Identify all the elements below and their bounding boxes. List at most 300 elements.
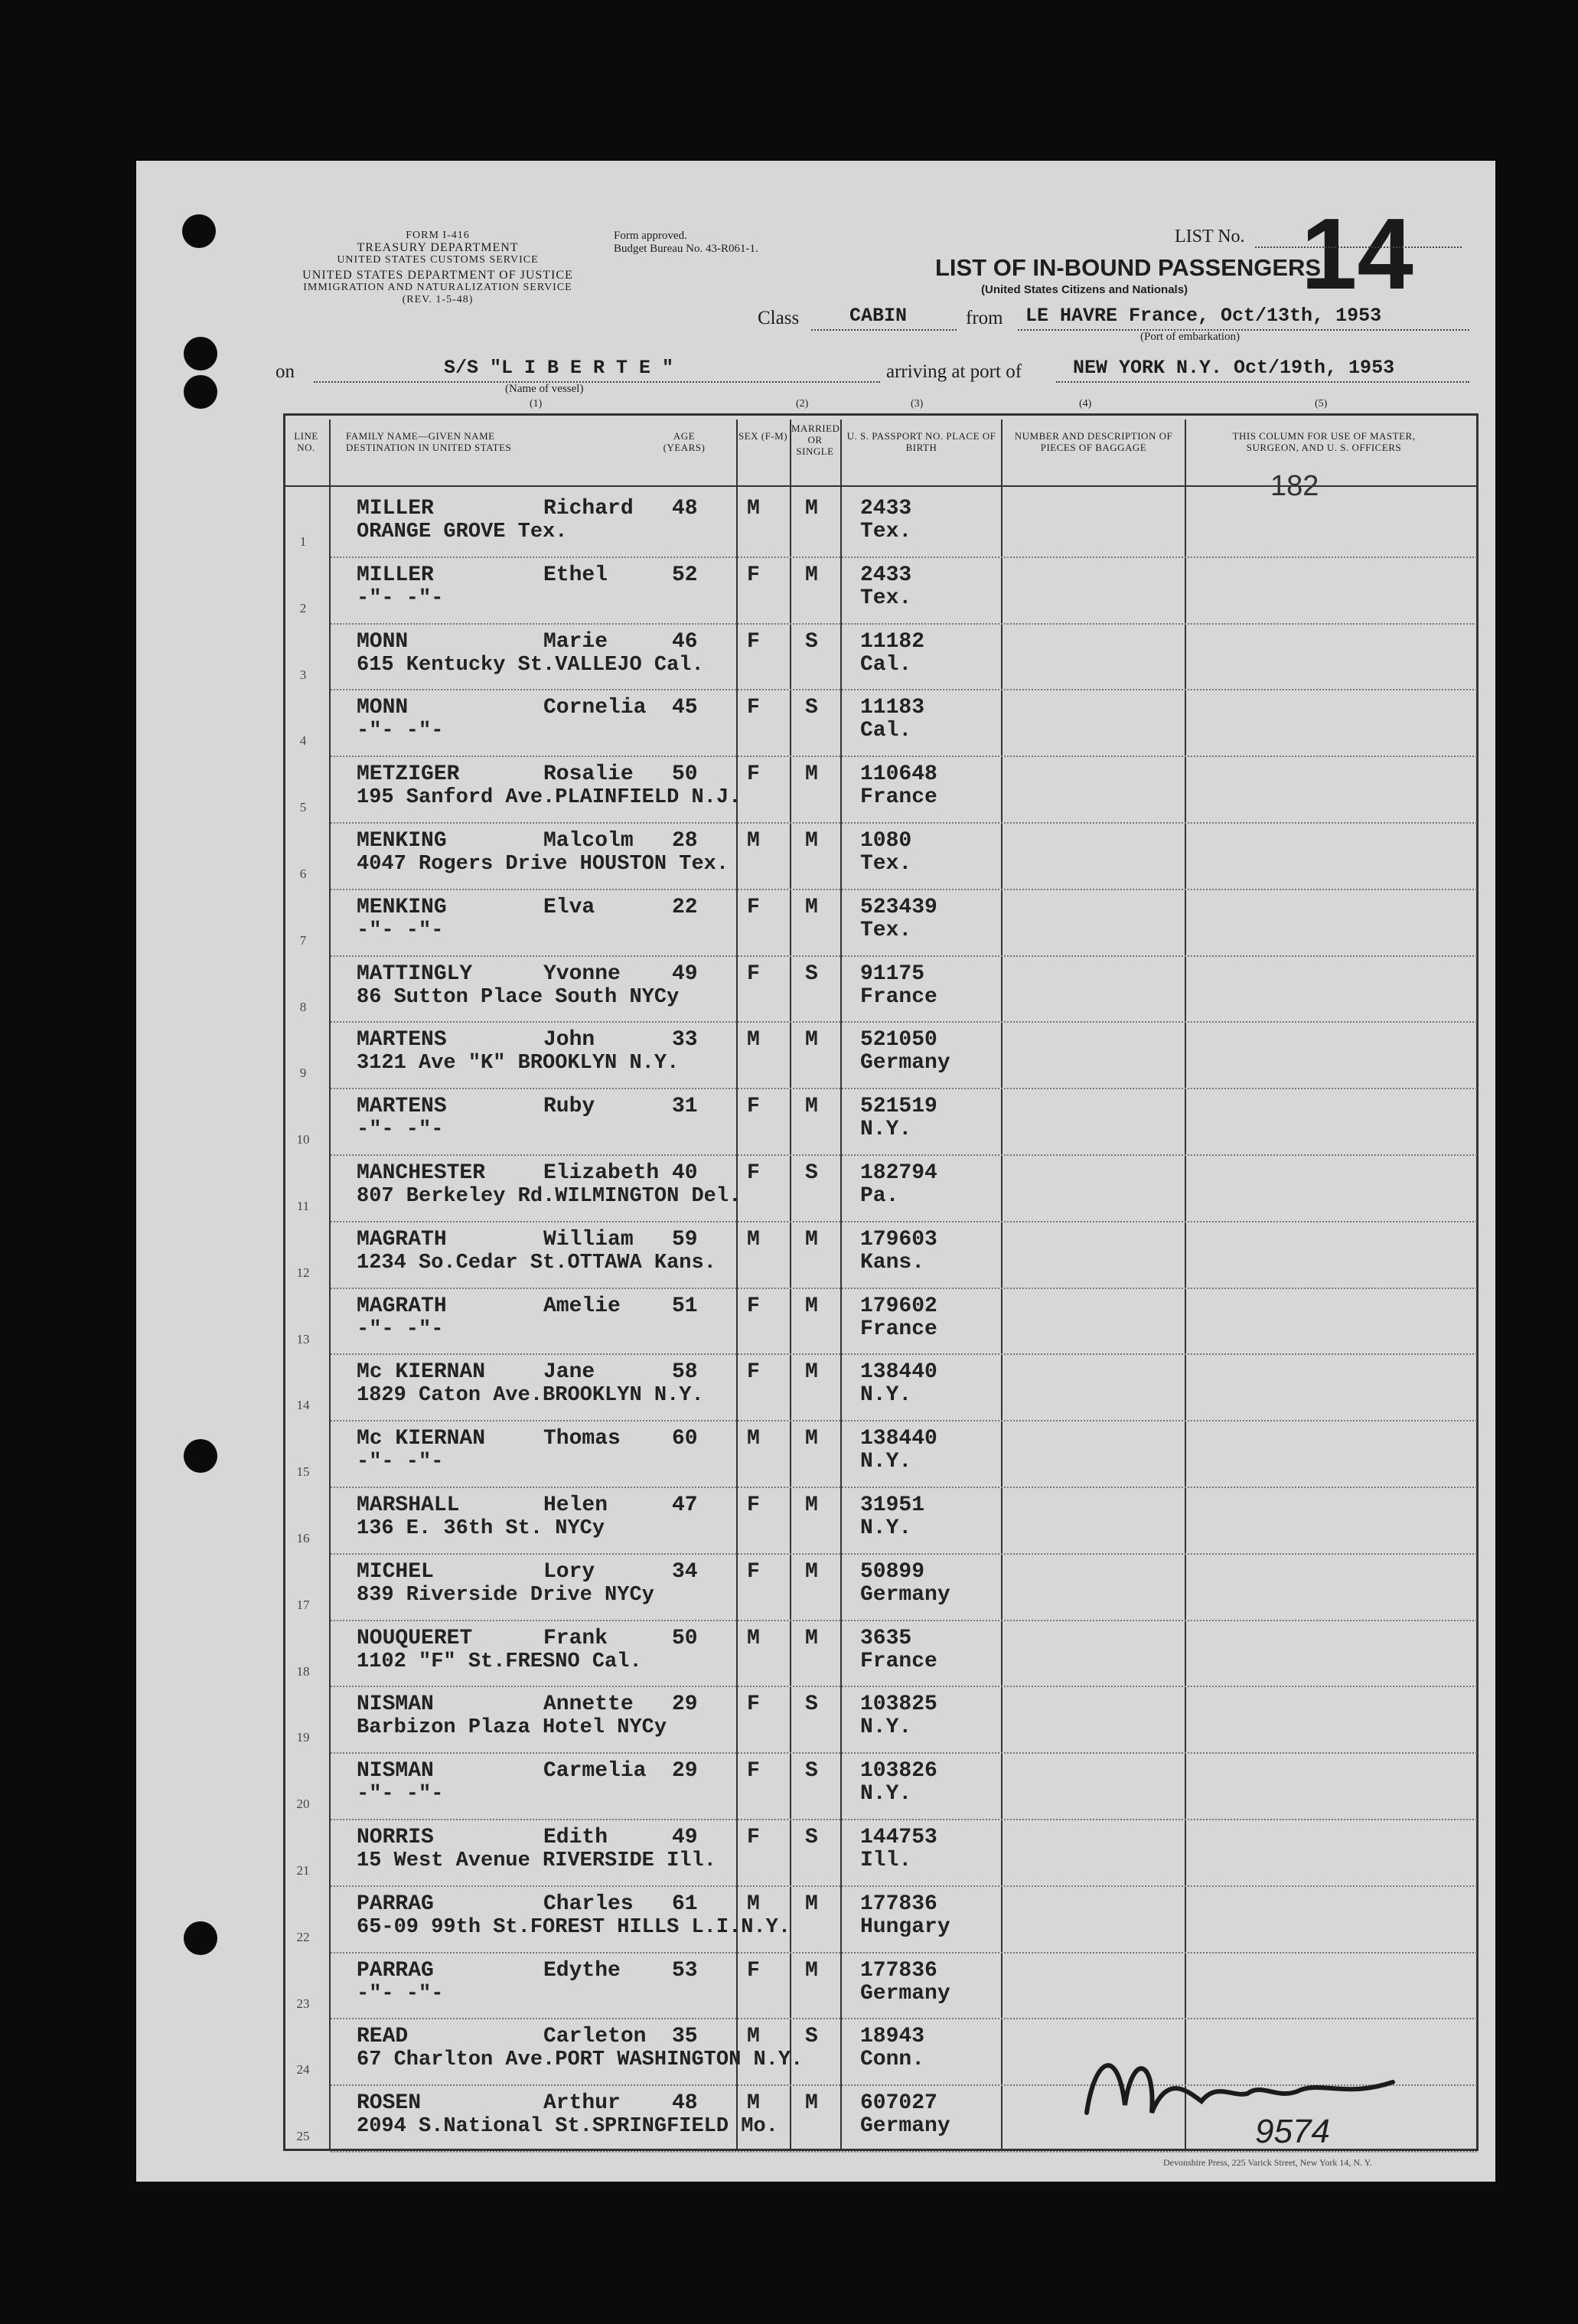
destination: 1102 "F" St.FRESNO Cal.: [357, 1650, 642, 1673]
col-header-sex: SEX (F-M): [738, 430, 788, 442]
passport-number: 3635: [860, 1626, 912, 1650]
row-divider: [331, 1288, 1477, 1289]
col-header-age: AGE (YEARS): [663, 430, 706, 453]
marital-status: M: [805, 895, 818, 919]
given-name: Rosalie: [543, 762, 634, 787]
passport-number: 18943: [860, 2025, 925, 2049]
sex: M: [747, 497, 760, 521]
marital-status: M: [805, 1294, 818, 1318]
age: 45: [672, 696, 698, 720]
line-number: 2: [299, 600, 307, 615]
line-number: 12: [296, 1265, 310, 1280]
given-name: Ruby: [543, 1095, 595, 1119]
form-number: FORM I-416: [406, 230, 470, 241]
line-number: 14: [296, 1398, 310, 1413]
line-number: 16: [296, 1531, 310, 1546]
marital-status: M: [805, 563, 818, 587]
col-sep-line: [329, 419, 331, 2151]
customs-service: UNITED STATES CUSTOMS SERVICE: [337, 254, 539, 266]
line-number: 4: [299, 733, 307, 749]
age: 29: [672, 1692, 698, 1717]
destination: 3121 Ave "K" BROOKLYN N.Y.: [357, 1052, 680, 1076]
marital-status: M: [805, 1958, 818, 1983]
line-number: 19: [296, 1730, 310, 1745]
place-of-birth: Conn.: [860, 2048, 925, 2072]
age: 48: [672, 2091, 698, 2116]
line-number: 6: [299, 867, 307, 881]
family-name: Mc KIERNAN: [357, 1360, 486, 1385]
family-name: MONN: [357, 696, 409, 720]
passport-number: 138440: [860, 1427, 937, 1451]
passport-number: 50899: [860, 1559, 925, 1584]
family-name: Mc KIERNAN: [357, 1427, 486, 1451]
marital-status: M: [805, 1892, 818, 1916]
row-divider: [331, 689, 1477, 690]
age: 34: [672, 1559, 698, 1584]
age: 48: [672, 497, 698, 521]
marital-status: S: [805, 961, 818, 986]
place-of-birth: Germany: [860, 2114, 950, 2139]
row-divider: [331, 1021, 1477, 1023]
line-number: 8: [299, 999, 307, 1014]
col-sep-officers: [1185, 419, 1186, 2151]
place-of-birth: Tex.: [860, 852, 912, 876]
destination: 615 Kentucky St.VALLEJO Cal.: [357, 653, 704, 677]
col-sep-baggage: [1001, 419, 1003, 2151]
marital-status: S: [805, 1759, 818, 1784]
given-name: Arthur: [543, 2091, 621, 2116]
line-number: 1: [299, 534, 307, 549]
destination: 807 Berkeley Rd.WILMINGTON Del.: [357, 1185, 742, 1208]
row-divider: [331, 1487, 1477, 1488]
place-of-birth: France: [860, 1649, 937, 1673]
marital-status: M: [805, 2091, 818, 2116]
marital-status: M: [805, 1227, 818, 1252]
line-number: 20: [296, 1797, 310, 1812]
age: 46: [672, 629, 698, 654]
passport-number: 103825: [860, 1692, 937, 1717]
row-divider: [331, 1885, 1477, 1887]
place-of-birth: N.Y.: [860, 1516, 912, 1540]
marital-status: S: [805, 1826, 818, 1849]
given-name: Thomas: [543, 1427, 621, 1451]
sex: M: [747, 1028, 760, 1053]
age: 22: [672, 895, 698, 919]
destination: 2094 S.National St.SPRINGFIELD Mo.: [357, 2115, 778, 2139]
sex: F: [747, 563, 760, 587]
age: 35: [672, 2025, 698, 2049]
family-name: NORRIS: [357, 1826, 434, 1849]
sex: F: [747, 1294, 760, 1318]
arrival-line: [1056, 381, 1469, 383]
sex: F: [747, 1692, 760, 1717]
age: 53: [672, 1958, 698, 1983]
place-of-birth: France: [860, 785, 937, 810]
line-number: 9: [299, 1066, 307, 1081]
marital-status: M: [805, 1095, 818, 1119]
place-of-birth: Tex.: [860, 918, 912, 942]
age: 40: [672, 1161, 698, 1185]
place-of-birth: Tex.: [860, 586, 912, 610]
given-name: Jane: [543, 1360, 595, 1385]
destination: -"- -"-: [357, 586, 444, 610]
passport-number: 179603: [860, 1227, 937, 1252]
marital-status: S: [805, 2025, 818, 2049]
sex: F: [747, 1559, 760, 1584]
line-number: 25: [296, 2129, 310, 2144]
marital-status: M: [805, 497, 818, 521]
passport-number: 103826: [860, 1759, 937, 1784]
destination: ORANGE GROVE Tex.: [357, 521, 568, 543]
revision: (REV. 1-5-48): [402, 294, 474, 305]
col-header-destination: DESTINATION IN UNITED STATES: [346, 442, 512, 453]
destination: -"- -"-: [357, 1317, 444, 1341]
signature-number: 9574: [1255, 2113, 1330, 2150]
marital-status: S: [805, 1161, 818, 1185]
line-number: 22: [296, 1929, 310, 1944]
family-name: READ: [357, 2025, 409, 2049]
given-name: Carmelia: [543, 1759, 647, 1784]
binder-hole-5: [184, 1921, 217, 1955]
col-sep-sex: [736, 419, 738, 2151]
sex: F: [747, 1493, 760, 1517]
place-of-birth: Germany: [860, 1582, 950, 1607]
marital-status: M: [805, 829, 818, 853]
destination: -"- -"-: [357, 1783, 444, 1807]
row-divider: [331, 1353, 1477, 1355]
binder-hole-4: [184, 1439, 217, 1473]
passport-number: 177836: [860, 1892, 937, 1916]
age: 51: [672, 1294, 698, 1318]
place-of-birth: Kans.: [860, 1250, 925, 1275]
list-no-line: [1255, 246, 1462, 248]
sex: F: [747, 696, 760, 720]
place-of-birth: Germany: [860, 1981, 950, 2006]
given-name: Charles: [543, 1892, 634, 1916]
given-name: Annette: [543, 1692, 634, 1717]
passport-number: 31951: [860, 1493, 925, 1517]
on-label: on: [275, 361, 295, 382]
col-header-baggage: NUMBER AND DESCRIPTION OF PIECES OF BAGGAGE: [1014, 430, 1173, 453]
embark-line: [1018, 329, 1469, 331]
family-name: METZIGER: [357, 762, 460, 787]
age: 47: [672, 1493, 698, 1517]
given-name: Frank: [543, 1626, 608, 1650]
sex: F: [747, 1759, 760, 1784]
age: 49: [672, 1826, 698, 1849]
passport-number: 521050: [860, 1028, 937, 1053]
destination: 86 Sutton Place South NYCy: [357, 985, 680, 1009]
family-name: MENKING: [357, 829, 447, 853]
sex: F: [747, 762, 760, 787]
age: 29: [672, 1759, 698, 1784]
list-number: 14: [1301, 197, 1413, 310]
sex: M: [747, 1427, 760, 1451]
family-name: MARTENS: [357, 1095, 447, 1119]
col-header-officers: THIS COLUMN FOR USE OF MASTER, SURGEON, AND U. S. OFFICERS: [1232, 430, 1416, 453]
sex: M: [747, 2025, 760, 2049]
destination: 1234 So.Cedar St.OTTAWA Kans.: [357, 1251, 716, 1275]
place-of-birth: N.Y.: [860, 1118, 912, 1142]
line-number: 3: [299, 667, 307, 682]
sex: F: [747, 1958, 760, 1983]
family-name: MILLER: [357, 497, 434, 521]
binder-hole-2: [184, 337, 217, 370]
marital-status: S: [805, 1692, 818, 1717]
age: 50: [672, 762, 698, 787]
line-number: 5: [299, 800, 307, 815]
destination: 1829 Caton Ave.BROOKLYN N.Y.: [357, 1384, 704, 1408]
line-number: 13: [296, 1331, 310, 1346]
given-name: Yvonne: [543, 961, 621, 986]
list-no-label: LIST No.: [1175, 227, 1245, 246]
vessel-line: [314, 381, 880, 383]
col-header-passport: U. S. PASSPORT NO. PLACE OF BIRTH: [846, 430, 996, 453]
vessel-name: S/S "L I B E R T E ": [444, 357, 674, 379]
destination: -"- -"-: [357, 919, 444, 942]
place-of-birth: Tex.: [860, 520, 912, 543]
destination: 195 Sanford Ave.PLAINFIELD N.J.: [357, 786, 742, 810]
row-divider: [331, 889, 1477, 890]
class-value: CABIN: [849, 305, 908, 327]
row-divider: [331, 1088, 1477, 1089]
passport-number: 110648: [860, 762, 937, 787]
family-name: MILLER: [357, 563, 434, 587]
family-name: MENKING: [357, 895, 447, 919]
marital-status: M: [805, 1559, 818, 1584]
officer-annotation: 182: [1270, 470, 1319, 502]
col-sep-passport: [840, 419, 842, 2151]
marital-status: M: [805, 1626, 818, 1650]
destination: 67 Charlton Ave.PORT WASHINGTON N.Y.: [357, 2048, 804, 2072]
family-name: MONN: [357, 629, 409, 654]
sex: F: [747, 1360, 760, 1385]
destination: 839 Riverside Drive NYCy: [357, 1583, 654, 1607]
given-name: Lory: [543, 1559, 595, 1584]
marital-status: M: [805, 762, 818, 787]
destination: 15 West Avenue RIVERSIDE Ill.: [357, 1849, 716, 1872]
passport-number: 1080: [860, 829, 912, 853]
destination: -"- -"-: [357, 1451, 444, 1474]
justice-dept: UNITED STATES DEPARTMENT OF JUSTICE: [302, 269, 573, 282]
line-number: 24: [296, 2062, 310, 2078]
family-name: NISMAN: [357, 1759, 434, 1784]
sex: F: [747, 961, 760, 986]
place-of-birth: France: [860, 1317, 937, 1341]
destination: 4047 Rogers Drive HOUSTON Tex.: [357, 853, 729, 876]
age: 49: [672, 961, 698, 986]
passport-number: 607027: [860, 2091, 937, 2116]
place-of-birth: Ill.: [860, 1849, 912, 1872]
age: 52: [672, 563, 698, 587]
line-number: 23: [296, 1996, 310, 2011]
passport-number: 521519: [860, 1095, 937, 1119]
place-of-birth: N.Y.: [860, 1450, 912, 1474]
row-divider: [331, 1154, 1477, 1156]
col-sep-married: [790, 419, 791, 2151]
col-header-name: [346, 430, 511, 453]
row-divider: [331, 955, 1477, 957]
line-number: 11: [296, 1199, 310, 1213]
sex: M: [747, 1892, 760, 1916]
caption-5: (5): [1315, 398, 1328, 410]
class-line: [811, 329, 957, 331]
family-name: MAGRATH: [357, 1227, 447, 1252]
passport-number: 2433: [860, 497, 912, 521]
given-name: Ethel: [543, 563, 608, 587]
given-name: Richard: [543, 497, 634, 521]
given-name: Elizabeth: [543, 1161, 660, 1185]
sex: F: [747, 1095, 760, 1119]
passport-number: 138440: [860, 1360, 937, 1385]
family-name: NOUQUERET: [357, 1626, 473, 1650]
row-divider: [331, 1819, 1477, 1820]
port-of-embarkation: LE HAVRE France, Oct/13th, 1953: [1025, 305, 1382, 327]
arrival-port-date: NEW YORK N.Y. Oct/19th, 1953: [1073, 357, 1395, 379]
form-id-block: [269, 230, 606, 306]
place-of-birth: Pa.: [860, 1184, 899, 1208]
given-name: John: [543, 1028, 595, 1053]
family-name: MATTINGLY: [357, 961, 473, 986]
place-of-birth: N.Y.: [860, 1782, 912, 1807]
approved-text: Form approved.: [614, 230, 687, 242]
caption-1: (1): [530, 398, 543, 410]
place-of-birth: Hungary: [860, 1914, 950, 1939]
row-divider: [331, 822, 1477, 824]
caption-3: (3): [911, 398, 924, 410]
family-name: MANCHESTER: [357, 1161, 486, 1185]
family-name: PARRAG: [357, 1892, 434, 1916]
line-number: 10: [296, 1132, 310, 1147]
sex: F: [747, 1161, 760, 1185]
passport-number: 11183: [860, 696, 925, 720]
given-name: Helen: [543, 1493, 608, 1517]
form-approved: [614, 230, 758, 256]
given-name: Amelie: [543, 1294, 621, 1318]
sex: M: [747, 2091, 760, 2116]
sex: M: [747, 1227, 760, 1252]
passport-number: 523439: [860, 895, 937, 919]
caption-4: (4): [1079, 398, 1092, 410]
sex: M: [747, 829, 760, 853]
row-divider: [331, 1553, 1477, 1555]
family-name: ROSEN: [357, 2091, 422, 2116]
vessel-caption: (Name of vessel): [505, 383, 584, 395]
row-divider: [331, 1221, 1477, 1222]
line-number: 18: [296, 1663, 310, 1679]
passport-number: 177836: [860, 1958, 937, 1983]
destination: -"- -"-: [357, 1118, 444, 1142]
row-divider: [331, 2018, 1477, 2019]
marital-status: M: [805, 1427, 818, 1451]
sex: F: [747, 1826, 760, 1849]
given-name: Malcolm: [543, 829, 634, 853]
col-header-line: LINE NO.: [294, 430, 318, 453]
marital-status: M: [805, 1360, 818, 1385]
given-name: Marie: [543, 629, 608, 654]
marital-status: S: [805, 629, 818, 654]
row-divider: [331, 1620, 1477, 1621]
passport-number: 91175: [860, 961, 925, 986]
given-name: William: [543, 1227, 634, 1252]
class-label: Class: [758, 308, 800, 328]
passport-number: 182794: [860, 1161, 937, 1185]
binder-hole-3: [184, 375, 217, 409]
sex: M: [747, 1626, 760, 1650]
ins-service: IMMIGRATION AND NATURALIZATION SERVICE: [303, 282, 572, 293]
row-divider: [331, 557, 1477, 558]
embark-caption: (Port of embarkation): [1140, 331, 1240, 343]
family-name: MICHEL: [357, 1559, 434, 1584]
place-of-birth: Germany: [860, 1051, 950, 1076]
line-number: 17: [296, 1597, 310, 1612]
marital-status: S: [805, 696, 818, 720]
caption-2: (2): [796, 398, 809, 410]
row-divider: [331, 1420, 1477, 1421]
given-name: Edythe: [543, 1958, 621, 1983]
age: 59: [672, 1227, 698, 1252]
family-name: NISMAN: [357, 1692, 434, 1717]
family-name: MAGRATH: [357, 1294, 447, 1318]
family-name: MARTENS: [357, 1028, 447, 1053]
budget-bureau: Budget Bureau No. 43-R061-1.: [614, 243, 758, 255]
row-divider: [331, 1952, 1477, 1954]
from-label: from: [966, 308, 1003, 328]
place-of-birth: Cal.: [860, 719, 912, 743]
place-of-birth: N.Y.: [860, 1383, 912, 1408]
age: 33: [672, 1028, 698, 1053]
row-divider: [331, 1686, 1477, 1687]
place-of-birth: France: [860, 984, 937, 1009]
age: 50: [672, 1626, 698, 1650]
printer-imprint: Devonshire Press, 225 Varick Street, New York 14, N. Y.: [1163, 2157, 1372, 2168]
age: 58: [672, 1360, 698, 1385]
row-divider: [331, 1752, 1477, 1754]
age: 28: [672, 829, 698, 853]
given-name: Carleton: [543, 2025, 647, 2049]
destination: Barbizon Plaza Hotel NYCy: [357, 1716, 667, 1740]
place-of-birth: Cal.: [860, 652, 912, 677]
marital-status: M: [805, 1493, 818, 1517]
given-name: Elva: [543, 895, 595, 919]
passport-number: 11182: [860, 629, 925, 654]
col-header-family: FAMILY NAME—GIVEN NAME: [346, 430, 495, 442]
passport-number: 179602: [860, 1294, 937, 1318]
destination: -"- -"-: [357, 720, 444, 743]
age: 61: [672, 1892, 698, 1916]
marital-status: M: [805, 1028, 818, 1053]
col-header-married: MARRIED OR SINGLE: [791, 423, 840, 457]
destination: 65-09 99th St.FOREST HILLS L.I.N.Y.: [357, 1915, 791, 1939]
destination: 136 E. 36th St. NYCy: [357, 1517, 605, 1540]
given-name: Cornelia: [543, 696, 647, 720]
sex: F: [747, 895, 760, 919]
age: 31: [672, 1095, 698, 1119]
row-divider: [331, 756, 1477, 757]
given-name: Edith: [543, 1826, 608, 1849]
manifest-subtitle: (United States Citizens and Nationals): [981, 283, 1188, 296]
place-of-birth: N.Y.: [860, 1715, 912, 1740]
line-number: 15: [296, 1464, 310, 1480]
binder-hole-1: [182, 214, 216, 248]
treasury-dept: TREASURY DEPARTMENT: [357, 241, 519, 254]
manifest-title: LIST OF IN-BOUND PASSENGERS: [935, 254, 1322, 281]
sex: F: [747, 629, 760, 654]
arriving-label: arriving at port of: [886, 361, 1022, 382]
row-divider: [331, 623, 1477, 625]
family-name: MARSHALL: [357, 1493, 460, 1517]
line-number: 21: [296, 1863, 310, 1878]
